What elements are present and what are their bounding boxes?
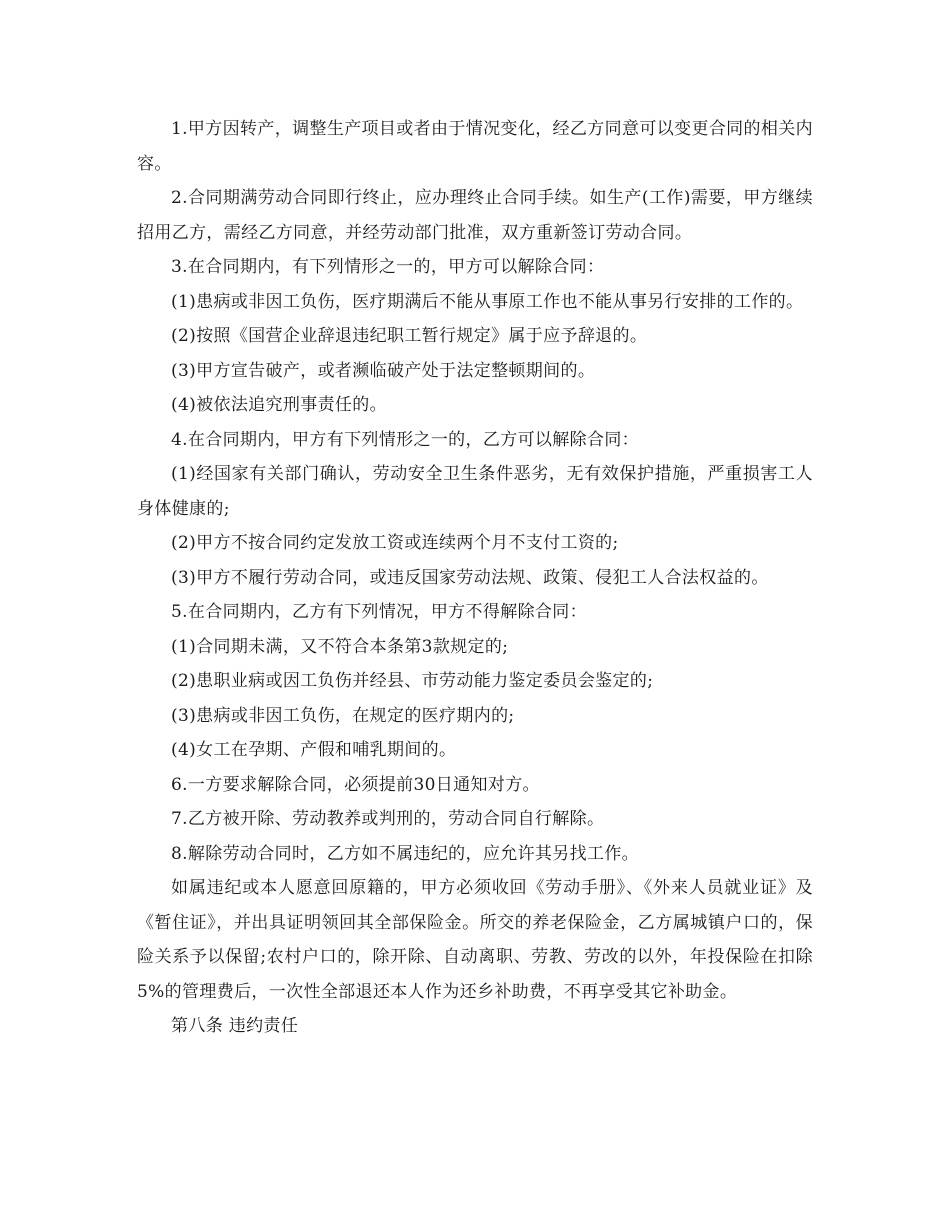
clause-2: 2.合同期满劳动合同即行终止，应办理终止合同手续。如生产(工作)需要，甲方继续招用乙方，需经乙方同意，并经劳动部门批准，双方重新签订劳动合同。 [137,188,813,243]
clause-5-item-1: (1)合同期未满，又不符合本条第3款规定的; [171,636,509,657]
article-8-heading: 第八条 违约责任 [171,1016,299,1036]
clause-7: 7.乙方被开除、劳动教养或判刑的，劳动合同自行解除。 [171,809,605,829]
clause-3-item-4: (4)被依法追究刑事责任的。 [171,395,387,415]
clause-5: 5.在合同期内，乙方有下列情况，甲方不得解除合同： [171,602,587,622]
clause-3: 3.在合同期内，有下列情形之一的，甲方可以解除合同： [171,257,605,277]
clause-3-item-2: (2)按照《国营企业辞退违纪职工暂行规定》属于应予辞退的。 [171,326,648,346]
clause-3-item-1: (1)患病或非因工负伤，医疗期满后不能从事原工作也不能从事另行安排的工作的。 [171,291,804,312]
clause-4-item-3: (3)甲方不履行劳动合同，或违反国家劳动法规、政策、侵犯工人合法权益的。 [171,567,769,588]
clause-6: 6.一方要求解除合同，必须提前30日通知对方。 [171,774,540,795]
clause-8: 8.解除劳动合同时，乙方如不属违纪的，应允许其另找工作。 [171,843,640,864]
document-page [137,112,813,1044]
clause-5-item-3: (3)患病或非因工负伤，在规定的医疗期内的; [171,705,515,726]
clause-3-item-3: (3)甲方宣告破产，或者濒临破产处于法定整顿期间的。 [171,360,596,381]
violation-paragraph: 如属违纪或本人愿意回原籍的，甲方必须收回《劳动手册》、《外来人员就业证》及《暂住证》，并出具证明领回其全部保险金。所交的养老保险金，乙方属城镇户口的，保险关系予以保留;农村户口的，除开除、自动离职、劳教、劳改的以外，年投保险在扣除5%的管理费后，一次性全部退还本人作为还乡补助费，不再享受其它补助金。 [137,878,813,1002]
clause-4-item-1: (1)经国家有关部门确认，劳动安全卫生条件恶劣，无有效保护措施，严重损害工人身体健康的; [137,464,813,519]
clause-5-item-4: (4)女工在孕期、产假和哺乳期间的。 [171,740,457,760]
clause-1: 1.甲方因转产，调整生产项目或者由于情况变化，经乙方同意可以变更合同的相关内容。 [137,119,813,174]
clause-4: 4.在合同期内，甲方有下列情形之一的，乙方可以解除合同： [171,429,640,450]
clause-5-item-2: (2)患职业病或因工负伤并经县、市劳动能力鉴定委员会鉴定的; [171,671,654,691]
clause-4-item-2: (2)甲方不按合同约定发放工资或连续两个月不支付工资的; [171,533,619,553]
